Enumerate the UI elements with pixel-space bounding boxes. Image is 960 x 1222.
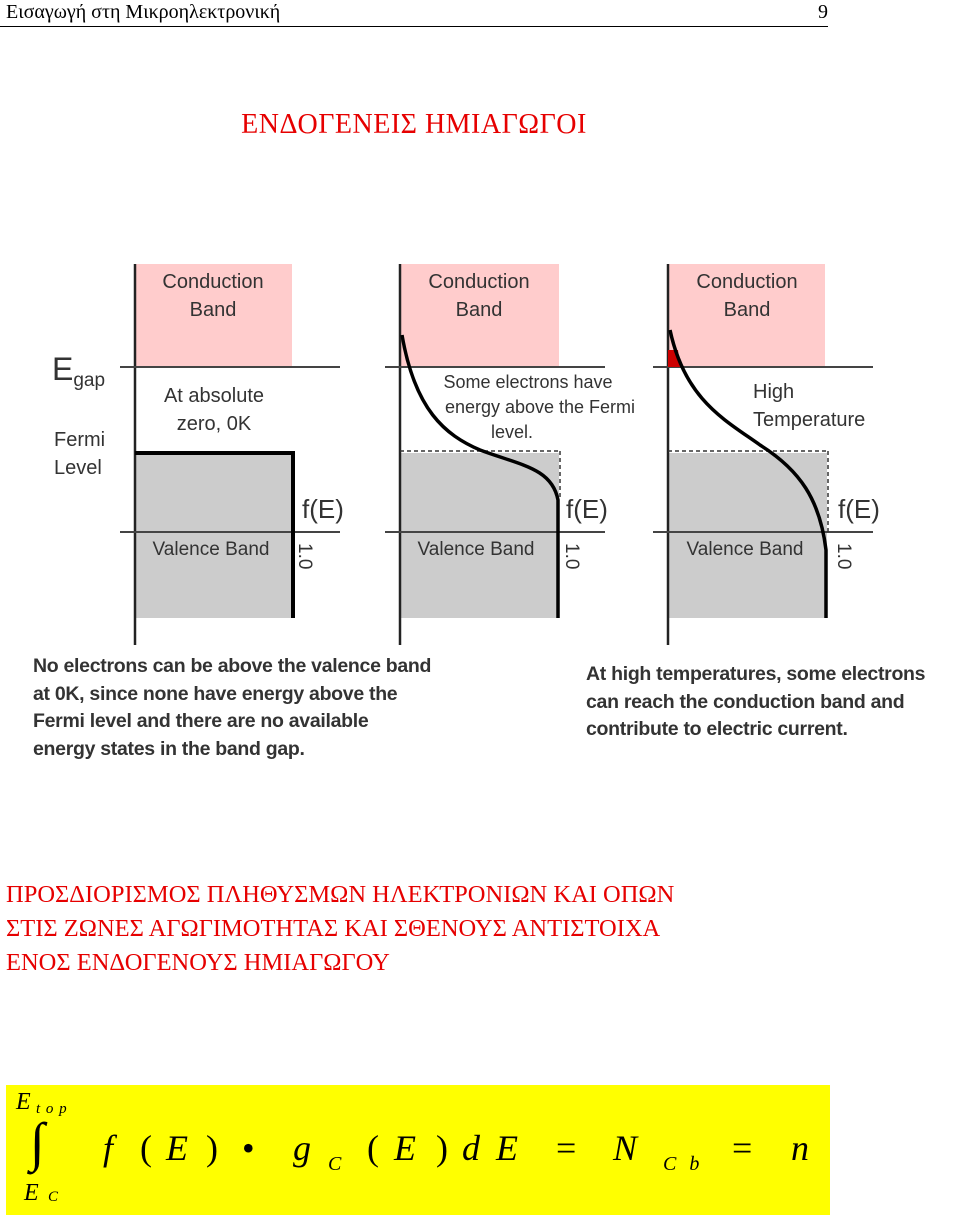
dot-operator: •: [242, 1128, 255, 1168]
note-line1: At absolute: [163, 385, 265, 407]
fermi-label-line1: Fermi: [54, 429, 106, 451]
note-line2: Temperature: [753, 409, 866, 431]
definition-line-3: ΕΝΟΣ ΕΝΔΟΓΕΝΟΥΣ ΗΜΙΑΓΩΓΟΥ: [6, 949, 390, 976]
integral-sign: ∫: [30, 1112, 45, 1172]
caption-left: No electrons can be above the valence band at 0K, since none have energy above the Fermi level and there are no available energy states in the band gap.: [33, 655, 432, 760]
highlighted-formula: [6, 1085, 830, 1215]
note-line1: High: [753, 381, 795, 403]
n-symbol: n: [791, 1128, 809, 1168]
fe-label: f(E): [566, 494, 608, 524]
valence-label: Valence Band: [686, 539, 804, 560]
fermi-label-line2: Level: [54, 457, 102, 479]
d-symbol: d: [462, 1128, 480, 1168]
g-symbol: g: [293, 1128, 311, 1168]
one-label: 1.0: [561, 543, 582, 570]
n-capital-symbol: N: [613, 1128, 638, 1168]
note-line1: Some electrons have: [443, 372, 613, 392]
upper-limit-sub: t o p: [36, 1101, 68, 1117]
conduction-label-line2: Band: [723, 299, 771, 321]
conduction-label-line2: Band: [189, 299, 237, 321]
page-header: [0, 0, 828, 27]
valence-band: [135, 453, 292, 618]
one-label: 1.0: [294, 543, 315, 570]
panel-room-temp: [385, 264, 635, 645]
e-symbol-1: E: [166, 1128, 188, 1168]
one-label: 1.0: [833, 543, 854, 570]
e-symbol-2: E: [394, 1128, 416, 1168]
lparen-1: (: [140, 1128, 152, 1168]
equals-1: =: [556, 1128, 577, 1168]
f-symbol: f: [103, 1128, 114, 1168]
definition-line-2: ΣΤΙΣ ΖΩΝΕΣ ΑΓΩΓΙΜΟΤΗΤΑΣ ΚΑΙ ΣΘΕΝΟΥΣ ΑΝΤΙΣΤΟΙΧΑ: [6, 915, 661, 942]
e-symbol-3: E: [496, 1128, 518, 1168]
equals-2: =: [732, 1128, 753, 1168]
conduction-label-line2: Band: [455, 299, 503, 321]
conduction-label-line1: Conduction: [428, 271, 530, 293]
definition-heading: [6, 878, 836, 980]
egap-label: [52, 351, 105, 391]
rparen-1: ): [206, 1128, 218, 1168]
definition-line-1: ΠΡΟΣΔΙΟΡΙΣΜΟΣ ΠΛΗΘΥΣΜΩΝ ΗΛΕΚΤΡΟΝΙΩΝ ΚΑΙ ΟΠΩΝ: [6, 881, 675, 908]
page-number: 9: [818, 1, 828, 23]
egap-sub: gap: [73, 370, 106, 391]
note-line2: energy above the Fermi: [444, 397, 636, 417]
g-sub: C: [328, 1153, 342, 1175]
valence-label: Valence Band: [417, 539, 535, 560]
lower-limit-sub: C: [48, 1189, 59, 1205]
lower-limit: E: [24, 1180, 39, 1206]
panel-0k: [120, 264, 344, 645]
conduction-label-line1: Conduction: [696, 271, 798, 293]
valence-band: [668, 453, 827, 618]
fe-label: f(E): [302, 494, 344, 524]
conduction-label-line1: Conduction: [162, 271, 264, 293]
upper-limit: E: [16, 1089, 31, 1115]
valence-band: [400, 453, 559, 618]
rparen-2: ): [436, 1128, 448, 1168]
caption-right: At high temperatures, some electrons can reach the conduction band and contribute to electric current.: [586, 663, 926, 740]
fe-label: f(E): [838, 494, 880, 524]
note-line2: zero, 0K: [176, 413, 252, 435]
egap-main: E: [52, 351, 74, 387]
panel-high-temp: [653, 264, 880, 645]
n-sub: C b: [663, 1153, 704, 1175]
header-title: Εισαγωγή στη Μικροηλεκτρονική: [6, 1, 281, 23]
valence-label: Valence Band: [152, 539, 270, 560]
lparen-2: (: [367, 1128, 379, 1168]
section-title: ΕΝΔΟΓΕΝΕΙΣ ΗΜΙΑΓΩΓΟΙ: [241, 109, 587, 140]
note-line3: level.: [490, 422, 534, 442]
